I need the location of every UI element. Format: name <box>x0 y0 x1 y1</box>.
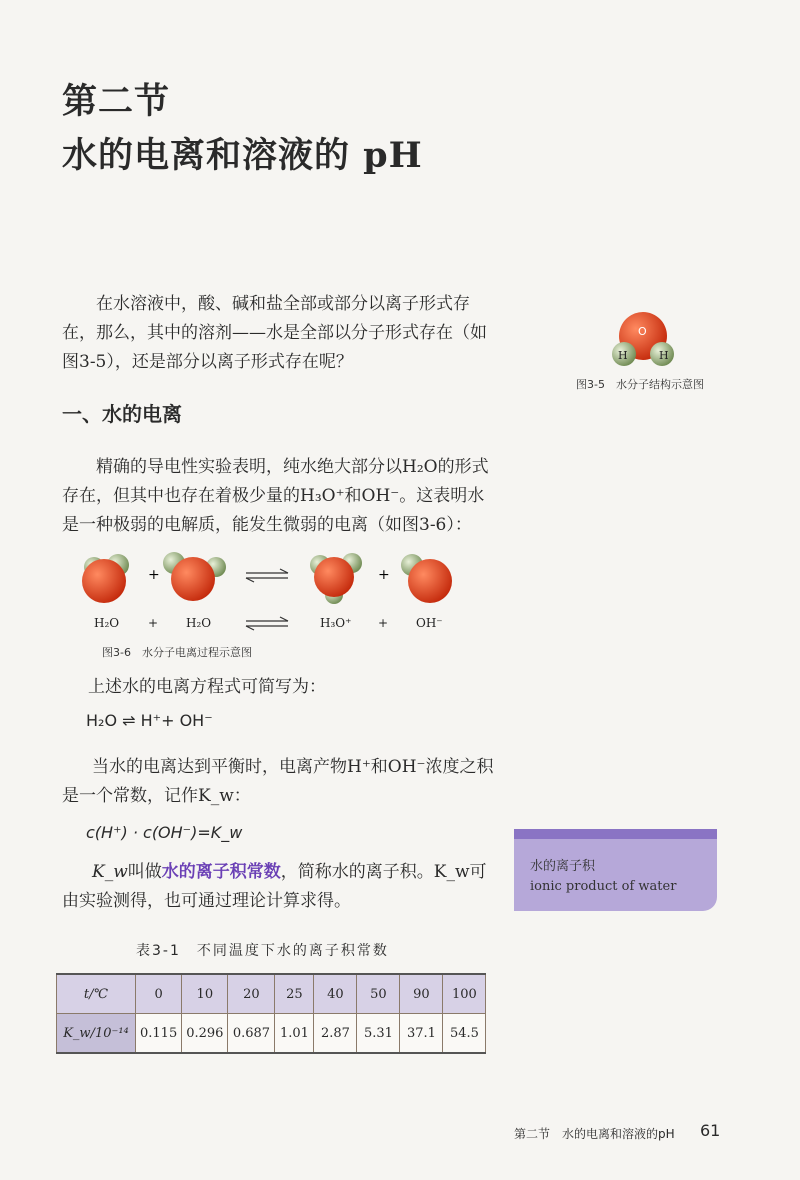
table-cell: 2.87 <box>314 1014 357 1054</box>
ionization-equation: H₂O ⇌ H⁺+ OH⁻ <box>86 711 213 730</box>
glossary-bar <box>514 829 717 839</box>
ion-product-equation: c(H⁺) · c(OH⁻)=K_w <box>86 823 243 842</box>
equilibrium-arrow <box>246 617 288 630</box>
kw-before: 叫做 <box>127 862 162 882</box>
glossary-term-en: ionic product of water <box>530 879 677 894</box>
hydroxide-ion <box>401 554 452 603</box>
subsection-heading: 一、水的电离 <box>62 402 182 426</box>
label-h2o: H₂O <box>94 616 120 630</box>
table-cell: 0.687 <box>228 1014 275 1054</box>
equilibrium-arrow <box>246 569 288 582</box>
label-h: H <box>659 349 669 362</box>
water-molecule-2 <box>163 552 226 601</box>
glossary-term-cn: 水的离子积 <box>530 859 596 874</box>
label-h: H <box>618 349 628 362</box>
label-h2o: H₂O <box>186 616 212 630</box>
table-caption: 表3-1 不同温度下水的离子积常数 <box>136 943 389 959</box>
intro-paragraph: 在水溶液中，酸、碱和盐全部或部分以离子形式存在，那么，其中的溶剂——水是全部以分子形式存在（如图3-5），还是部分以离子形式存在呢？ <box>62 294 487 372</box>
ion-product-table <box>56 973 486 1054</box>
plus-sign: + <box>378 567 390 583</box>
figure-3-6-caption: 图3-6 水分子电离过程示意图 <box>102 646 252 659</box>
table-row <box>57 974 486 1014</box>
table-cell: 50 <box>357 974 400 1014</box>
kw-symbol: K_w <box>92 862 128 882</box>
page-title: 水的电离和溶液的 pH <box>62 135 423 176</box>
table-cell: 20 <box>228 974 275 1014</box>
plus-sign: + <box>148 616 159 630</box>
table-cell: 5.31 <box>357 1014 400 1054</box>
running-footer: 第二节 水的电离和溶液的pH <box>514 1127 675 1141</box>
hydronium-ion <box>310 553 362 604</box>
kw-term: 水的离子积常数 <box>161 862 281 882</box>
table-cell: 1.01 <box>275 1014 314 1054</box>
ionization-figure <box>62 543 482 643</box>
water-molecule-figure <box>610 310 676 370</box>
section-number: 第二节 <box>62 81 171 122</box>
conductivity-paragraph: 精确的导电性实验表明，纯水绝大部分以H₂O的形式存在，但其中也存在着极少量的H₃O⁺和OH⁻。这表明水是一种极弱的电解质，能发生微弱的电离（如图3-6）： <box>62 457 489 535</box>
table-cell: 40 <box>314 974 357 1014</box>
table-cell: 37.1 <box>400 1014 443 1054</box>
table-cell: 90 <box>400 974 443 1014</box>
table-cell: 0.296 <box>182 1014 228 1054</box>
page-number: 61 <box>700 1121 721 1140</box>
label-o: O <box>638 325 647 338</box>
water-molecule-1 <box>82 554 129 603</box>
glossary-box <box>514 829 717 911</box>
table-cell: 54.5 <box>443 1014 486 1054</box>
simplified-paragraph: 上述水的电离方程式可简写为： <box>88 677 326 697</box>
figure-3-5-caption: 图3-5 水分子结构示意图 <box>576 378 704 391</box>
label-h3o: H₃O⁺ <box>320 616 352 630</box>
table-cell: 0 <box>136 974 182 1014</box>
kw-paragraph <box>62 858 494 916</box>
table-cell: 10 <box>182 974 228 1014</box>
table-cell: 25 <box>275 974 314 1014</box>
equilibrium-paragraph: 当水的电离达到平衡时，电离产物H⁺和OH⁻浓度之积是一个常数，记作K_w： <box>62 757 494 806</box>
plus-sign: + <box>148 567 160 583</box>
table-cell: 100 <box>443 974 486 1014</box>
kw-after: ，简称水的离子积。K_w可由实验测得，也可通过理论计算求得。 <box>62 862 487 911</box>
label-oh: OH⁻ <box>416 616 443 630</box>
table-row <box>57 1014 486 1054</box>
table-header-temp: t/℃ <box>57 974 136 1014</box>
table-header-kw: K_w/10⁻¹⁴ <box>57 1014 136 1054</box>
table-cell: 0.115 <box>136 1014 182 1054</box>
plus-sign: + <box>378 616 389 630</box>
